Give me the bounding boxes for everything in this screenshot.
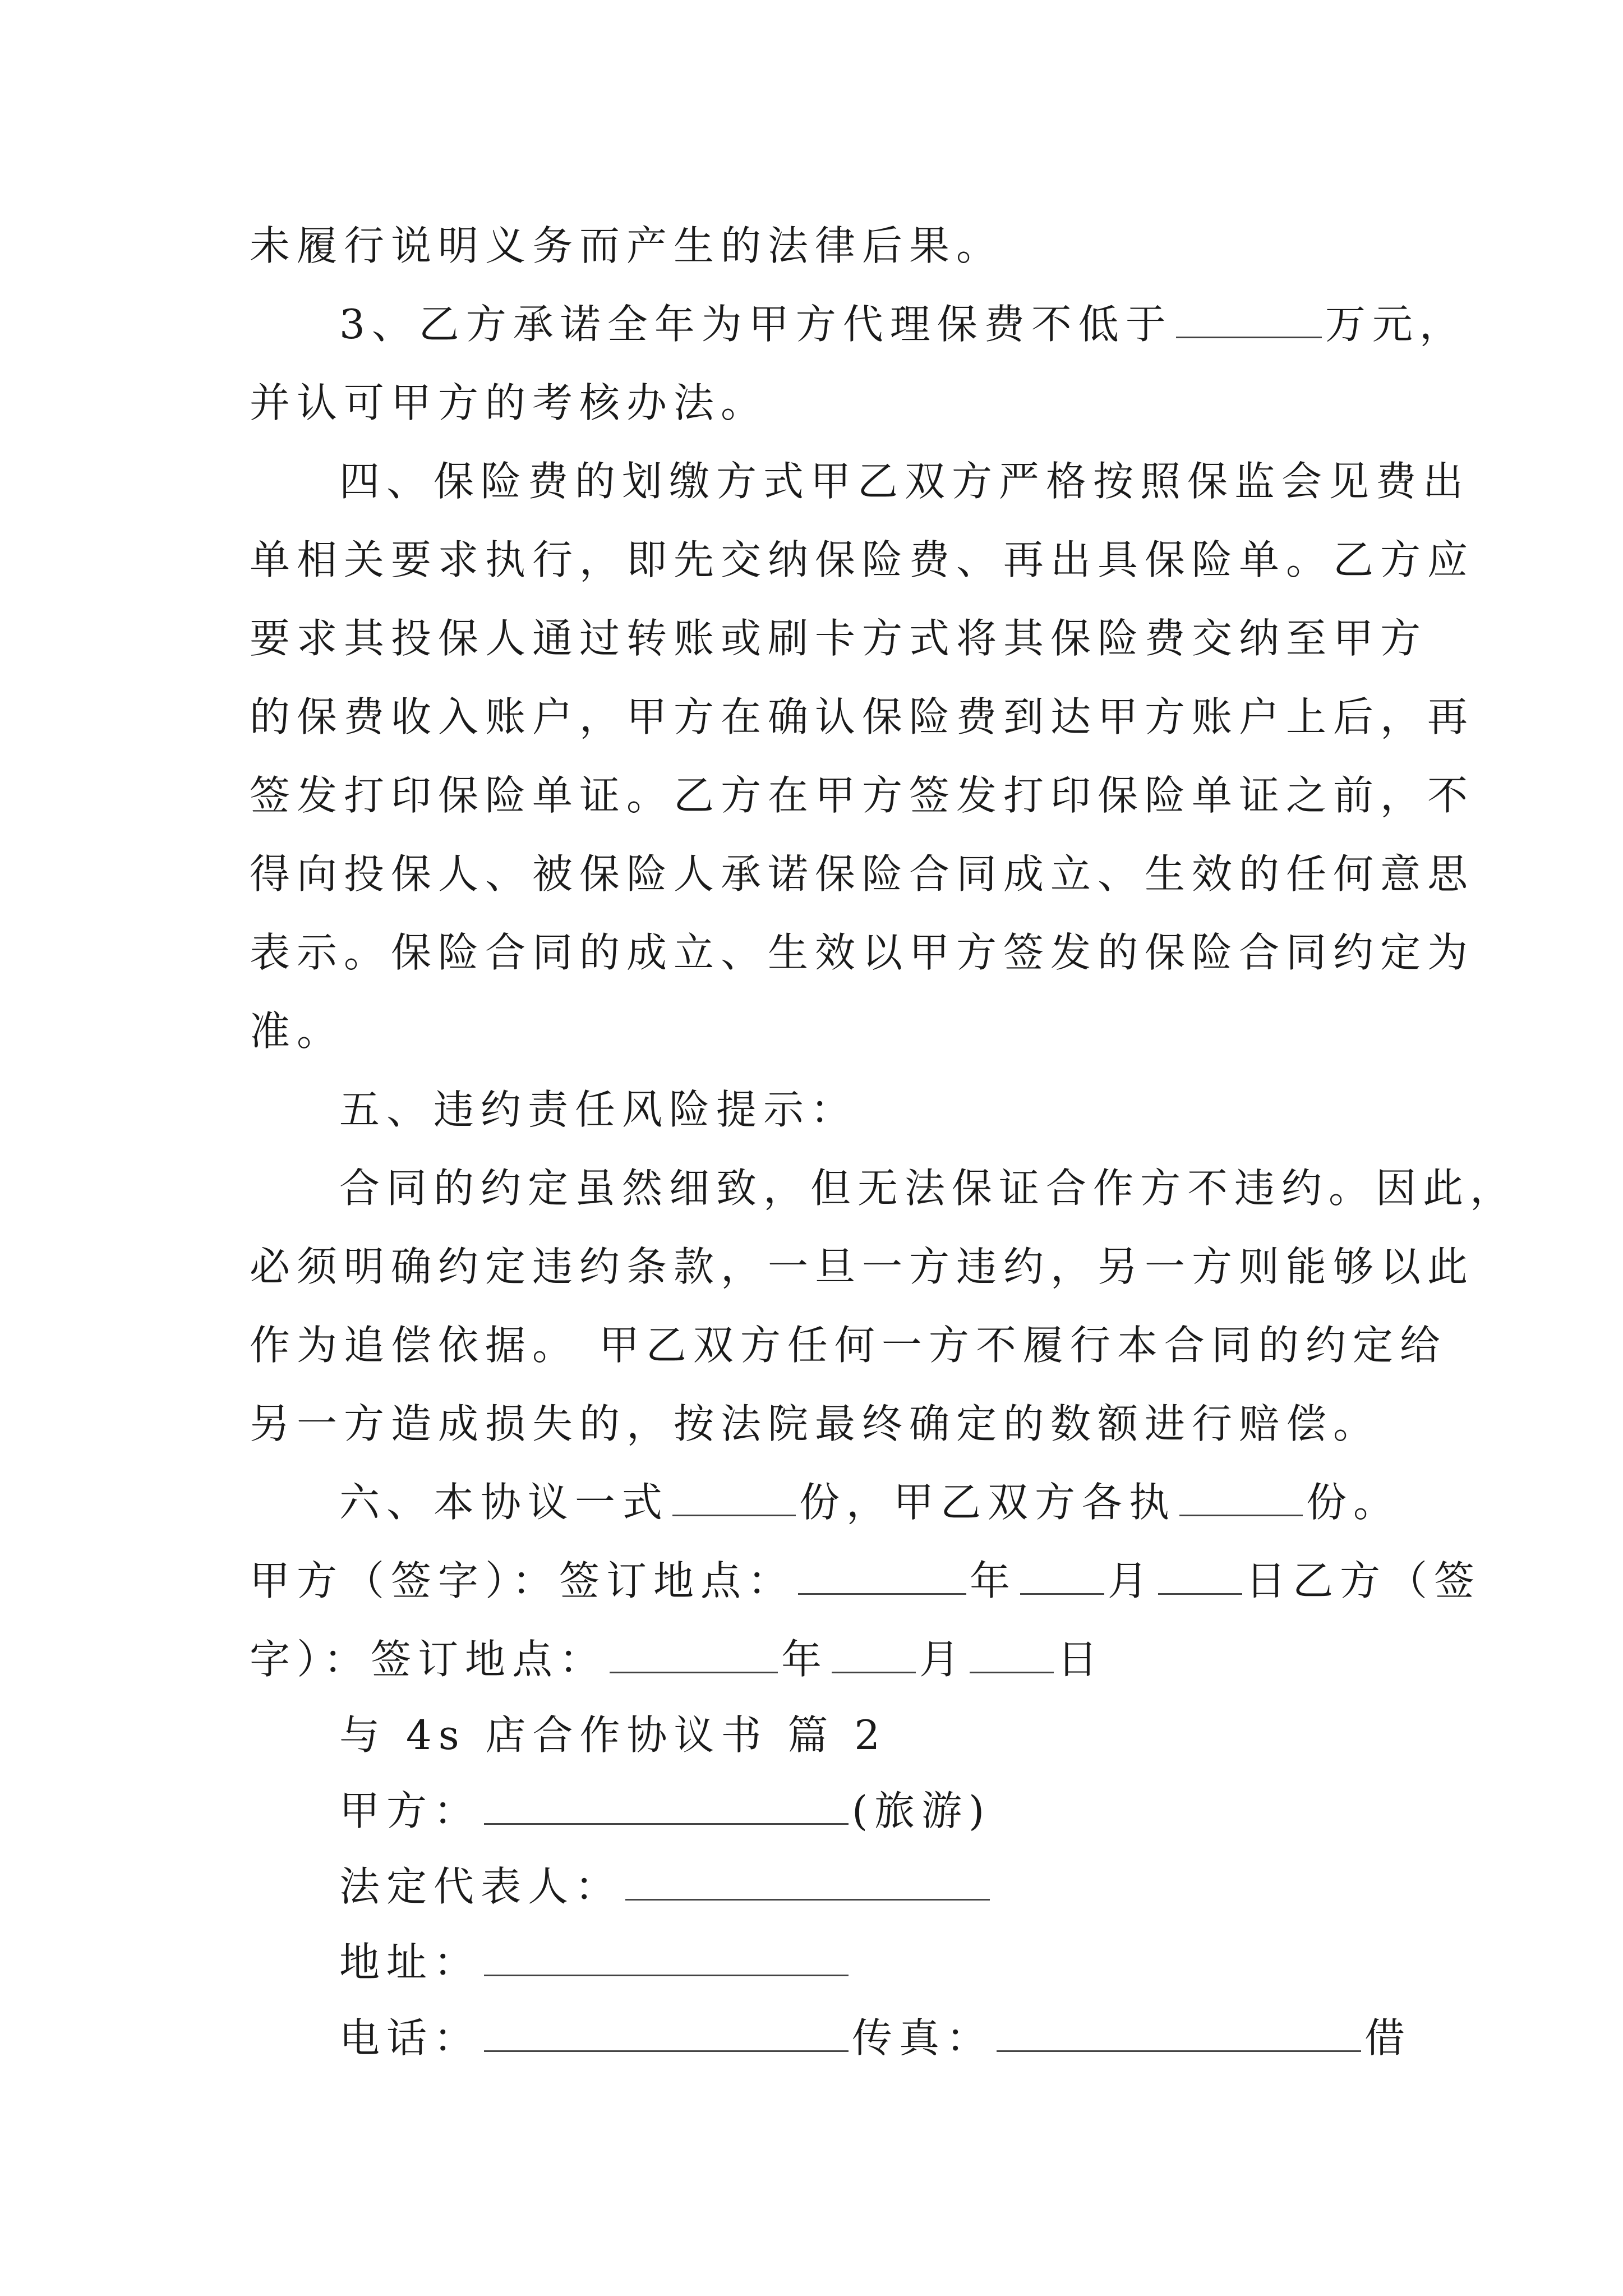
copies-prefix: 六、本协议一式 <box>339 1479 670 1526</box>
text-line: 单相关要求执行，即先交纳保险费、再出具保险单。乙方应 <box>250 536 1475 583</box>
year-label: 年 <box>970 1557 1017 1604</box>
party-a-note: (旅游) <box>852 1787 992 1834</box>
sign-label: 甲方（签字）：签订地点： <box>250 1557 795 1604</box>
day-label: 日乙方（签 <box>1246 1557 1482 1604</box>
party-a-label: 甲方： <box>339 1787 481 1834</box>
text-line: 必须明确约定违约条款，一旦一方违约，另一方则能够以此 <box>250 1243 1475 1290</box>
blank-field <box>798 1556 966 1595</box>
blank-field <box>970 1635 1054 1673</box>
year-label: 年 <box>781 1636 829 1683</box>
blank-field <box>832 1635 916 1673</box>
blank-field <box>484 1786 849 1825</box>
copies-mid: 份，甲乙双方各执 <box>799 1479 1177 1526</box>
fax-label: 传真： <box>852 2014 994 2062</box>
blank-field <box>1176 300 1322 338</box>
section-heading: 与 4s 店合作协议书 篇 2 <box>339 1711 887 1759</box>
blank-field <box>484 2013 849 2052</box>
blank-field <box>625 1862 990 1901</box>
text-line: 五、违约责任风险提示： <box>339 1086 858 1133</box>
month-label: 月 <box>919 1636 967 1683</box>
text-line: 另一方造成损失的，按法院最终确定的数额进行赔偿。 <box>250 1400 1381 1447</box>
legal-rep-field <box>339 1860 1489 1913</box>
copies-line <box>339 1475 1489 1529</box>
blank-field <box>672 1478 796 1516</box>
month-label: 月 <box>1108 1557 1155 1604</box>
text-line <box>339 297 1489 351</box>
address-field <box>339 1935 1489 1989</box>
text-line: 得向投保人、被保险人承诺保险合同成立、生效的任何意思 <box>250 850 1475 898</box>
text-line: 作为追偿依据。 甲乙双方任何一方不履行本合同的约定给 <box>250 1322 1447 1369</box>
address-label: 地址： <box>339 1939 481 1986</box>
blank-field <box>1158 1556 1242 1595</box>
text-line: 四、保险费的划缴方式甲乙双方严格按照保监会见费出 <box>339 458 1470 505</box>
trailing-text: 借 <box>1364 2014 1412 2062</box>
party-a-sign-line <box>250 1554 1482 1608</box>
sign-label: 字）：签订地点： <box>250 1636 607 1683</box>
text-line: 的保费收入账户，甲方在确认保险费到达甲方账户上后，再 <box>250 693 1475 740</box>
blank-field <box>610 1635 778 1673</box>
day-label: 日 <box>1057 1636 1105 1683</box>
blank-field <box>1020 1556 1104 1595</box>
text-line: 并认可甲方的考核办法。 <box>250 379 768 426</box>
blank-field <box>484 1938 849 1976</box>
blank-field <box>997 2013 1361 2052</box>
line-text: 3、乙方承诺全年为甲方代理保费不低于 <box>339 301 1173 348</box>
phone-fax-field <box>339 2011 1489 2065</box>
text-line: 合同的约定虽然细致，但无法保证合作方不违约。因此， <box>339 1165 1518 1212</box>
text-line: 未履行说明义务而产生的法律后果。 <box>250 222 1004 269</box>
party-a-field <box>339 1784 1489 1838</box>
phone-label: 电话： <box>339 2014 481 2062</box>
copies-suffix: 份。 <box>1306 1479 1401 1526</box>
party-b-sign-line <box>250 1632 1399 1686</box>
text-line: 要求其投保人通过转账或刷卡方式将其保险费交纳至甲方 <box>250 615 1428 662</box>
legal-rep-label: 法定代表人： <box>339 1863 623 1910</box>
text-line: 表示。保险合同的成立、生效以甲方签发的保险合同约定为 <box>250 929 1475 976</box>
text-line: 签发打印保险单证。乙方在甲方签发打印保险单证之前，不 <box>250 772 1475 819</box>
line-text: 万元， <box>1325 301 1467 348</box>
blank-field <box>1179 1478 1303 1516</box>
text-line: 准。 <box>250 1007 344 1055</box>
